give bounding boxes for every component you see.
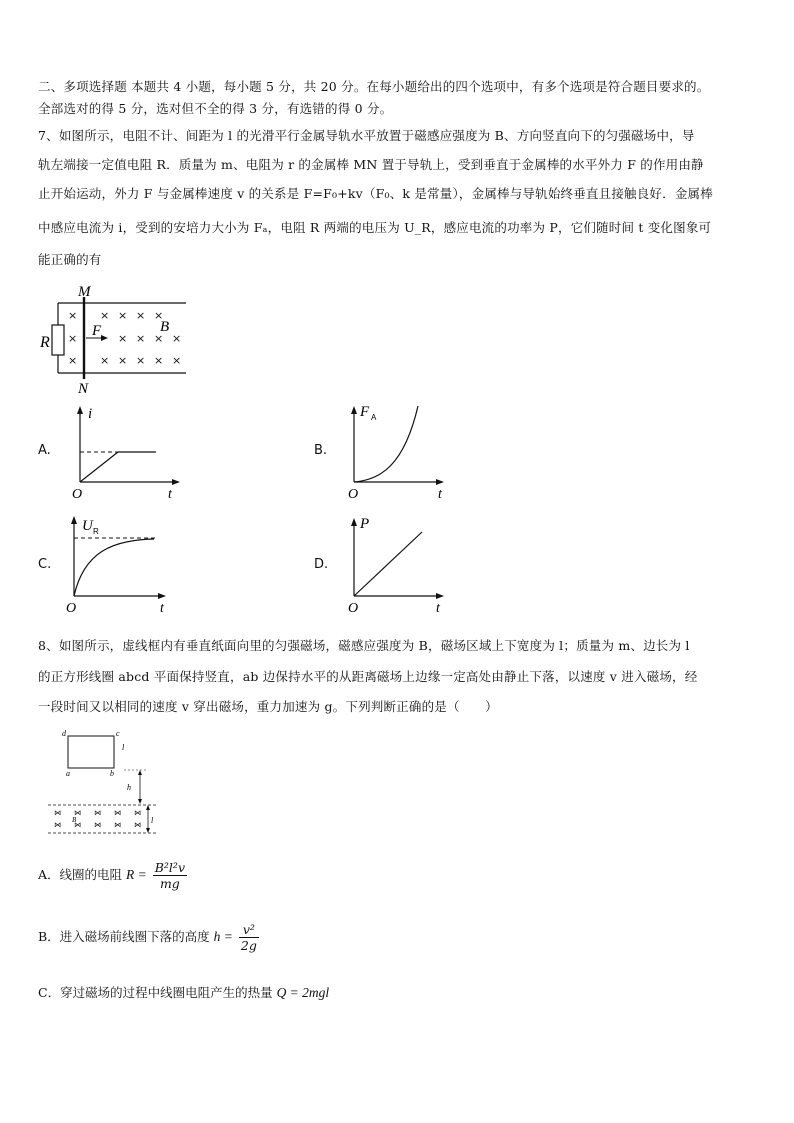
q8-option-b-fraction: [239, 922, 259, 953]
origin-label: O: [66, 601, 77, 616]
origin-label: O: [348, 601, 359, 616]
q8-option-c-expr: Q = 2mgl: [276, 985, 330, 1000]
fraction-denominator: mg: [159, 876, 180, 891]
svg-text:×: ×: [136, 354, 146, 367]
svg-text:⋈: ⋈: [134, 821, 141, 829]
axis-label-t: t: [438, 487, 442, 502]
q8-text-line2: 的正方形线圈 abcd 平面保持竖直，ab 边保持水平的从距离磁场上边缘一定高处由静止下落，以速度 v 进入磁场，经: [38, 669, 698, 684]
svg-text:×: ×: [100, 354, 110, 367]
svg-text:⋈: ⋈: [54, 821, 61, 829]
q8-option-a[interactable]: [38, 860, 187, 891]
svg-text:⋈: ⋈: [74, 821, 81, 829]
axis-label-fa-sub: A: [371, 413, 377, 422]
svg-text:×: ×: [68, 332, 78, 345]
q8-text-line3: 一段时间又以相同的速度 v 穿出磁场，重力加速为 g。下列判断正确的是（ ）: [38, 699, 498, 714]
svg-text:×: ×: [68, 354, 78, 367]
svg-text:b: b: [110, 769, 114, 778]
label-M: M: [78, 285, 91, 300]
q7-option-a-label[interactable]: A.: [38, 443, 51, 458]
axis-label-p: P: [360, 516, 370, 532]
fraction-denominator: 2g: [240, 938, 257, 953]
q7-text-line5: 能正确的有: [38, 252, 102, 267]
axis-label-i: i: [88, 406, 93, 422]
q7-option-b-label[interactable]: B.: [314, 443, 328, 458]
axis-label-t: t: [436, 601, 440, 616]
q7-option-c-graph[interactable]: [62, 512, 182, 616]
label-N: N: [78, 381, 89, 395]
svg-text:×: ×: [136, 332, 146, 345]
svg-text:×: ×: [118, 309, 128, 322]
q8-text-line1: 8、如图所示，虚线框内有垂直纸面向里的匀强磁场，磁感应强度为 B，磁场区域上下宽度为 l；质量为 m、边长为 l: [38, 638, 690, 653]
svg-text:×: ×: [118, 354, 128, 367]
q7-text-line4: 中感应电流为 i，受到的安培力大小为 Fₐ，电阻 R 两端的电压为 U_R，感应电流的功率为 P，它们随时间 t 变化图象可: [38, 220, 712, 235]
q8-option-b-lhs: h =: [213, 929, 233, 944]
svg-text:d: d: [62, 729, 66, 738]
field-crosses: [54, 809, 141, 829]
q7-text-line1: 7、如图所示，电阻不计、间距为 l 的光滑平行金属导轨水平放置于磁感应强度为 B、方向竖直向下的匀强磁场中，导: [38, 128, 695, 143]
q8-option-c-text: C．穿过磁场的过程中线圈电阻产生的热量: [38, 985, 273, 1000]
svg-text:×: ×: [68, 309, 78, 322]
q8-option-c[interactable]: [38, 983, 329, 1001]
origin-label: O: [72, 487, 83, 502]
q8-option-a-lhs: R =: [126, 867, 147, 882]
svg-text:l: l: [151, 816, 154, 825]
fraction-numerator: v²: [239, 922, 259, 938]
q7-option-d-label[interactable]: D.: [314, 557, 329, 572]
svg-text:⋈: ⋈: [94, 809, 101, 817]
svg-text:×: ×: [136, 309, 146, 322]
q8-option-a-text: A．线圈的电阻: [38, 867, 123, 882]
svg-text:⋈: ⋈: [94, 821, 101, 829]
svg-text:⋈: ⋈: [114, 821, 121, 829]
fraction-numerator: B²l²v: [154, 860, 186, 875]
section-instructions: 全部选对的得 5 分，选对但不全的得 3 分，有选错的得 0 分。: [38, 101, 393, 116]
q7-text-line3: 止开始运动，外力 F 与金属棒速度 v 的关系是 F=F₀+kv（F₀、k 是常量），金属棒与导轨始终垂直且接触良好．金属棒: [38, 186, 713, 201]
q8-option-b[interactable]: [38, 922, 259, 953]
svg-text:×: ×: [154, 332, 164, 345]
svg-text:a: a: [66, 769, 70, 778]
svg-text:×: ×: [154, 354, 164, 367]
svg-text:c: c: [116, 729, 120, 738]
resistor-symbol: [52, 325, 64, 355]
axis-label-ur-sub: R: [93, 527, 99, 536]
axis-label-ur: U: [82, 518, 93, 534]
q7-circuit-figure: [38, 285, 198, 395]
svg-text:×: ×: [118, 332, 128, 345]
q7-option-d-graph[interactable]: [340, 512, 460, 616]
axis-label-t: t: [168, 487, 172, 502]
label-F: F: [92, 323, 102, 339]
svg-text:⋈: ⋈: [74, 809, 81, 817]
q8-option-b-text: B．进入磁场前线圈下落的高度: [38, 929, 210, 944]
svg-text:×: ×: [172, 332, 182, 345]
svg-text:B: B: [72, 816, 77, 824]
q7-option-c-label[interactable]: C.: [38, 557, 52, 572]
label-B: B: [160, 319, 170, 335]
svg-text:l: l: [122, 743, 125, 752]
q7-text-line2: 轨左端接一定值电阻 R．质量为 m、电阻为 r 的金属棒 MN 置于导轨上，受到垂直于金属棒的水平外力 F 的作用由静: [38, 157, 704, 172]
section-heading: 二、多项选择题 本题共 4 小题，每小题 5 分，共 20 分。在每小题给出的四个选项中，有多个选项是符合题目要求的。: [38, 79, 710, 94]
square-coil: [68, 736, 114, 768]
q8-option-a-fraction: [153, 860, 187, 891]
svg-text:⋈: ⋈: [114, 809, 121, 817]
svg-text:×: ×: [172, 354, 182, 367]
q7-option-a-graph[interactable]: [68, 402, 188, 502]
axis-label-t: t: [160, 601, 164, 616]
axis-label-fa: F: [360, 404, 370, 420]
svg-text:×: ×: [100, 309, 110, 322]
label-R: R: [40, 334, 50, 351]
svg-text:⋈: ⋈: [54, 809, 61, 817]
svg-text:⋈: ⋈: [134, 809, 141, 817]
svg-text:h: h: [127, 783, 131, 792]
svg-text:×: ×: [154, 309, 164, 322]
q7-option-b-graph[interactable]: [340, 400, 460, 502]
q8-coil-figure: [44, 726, 174, 838]
origin-label: O: [348, 487, 359, 502]
